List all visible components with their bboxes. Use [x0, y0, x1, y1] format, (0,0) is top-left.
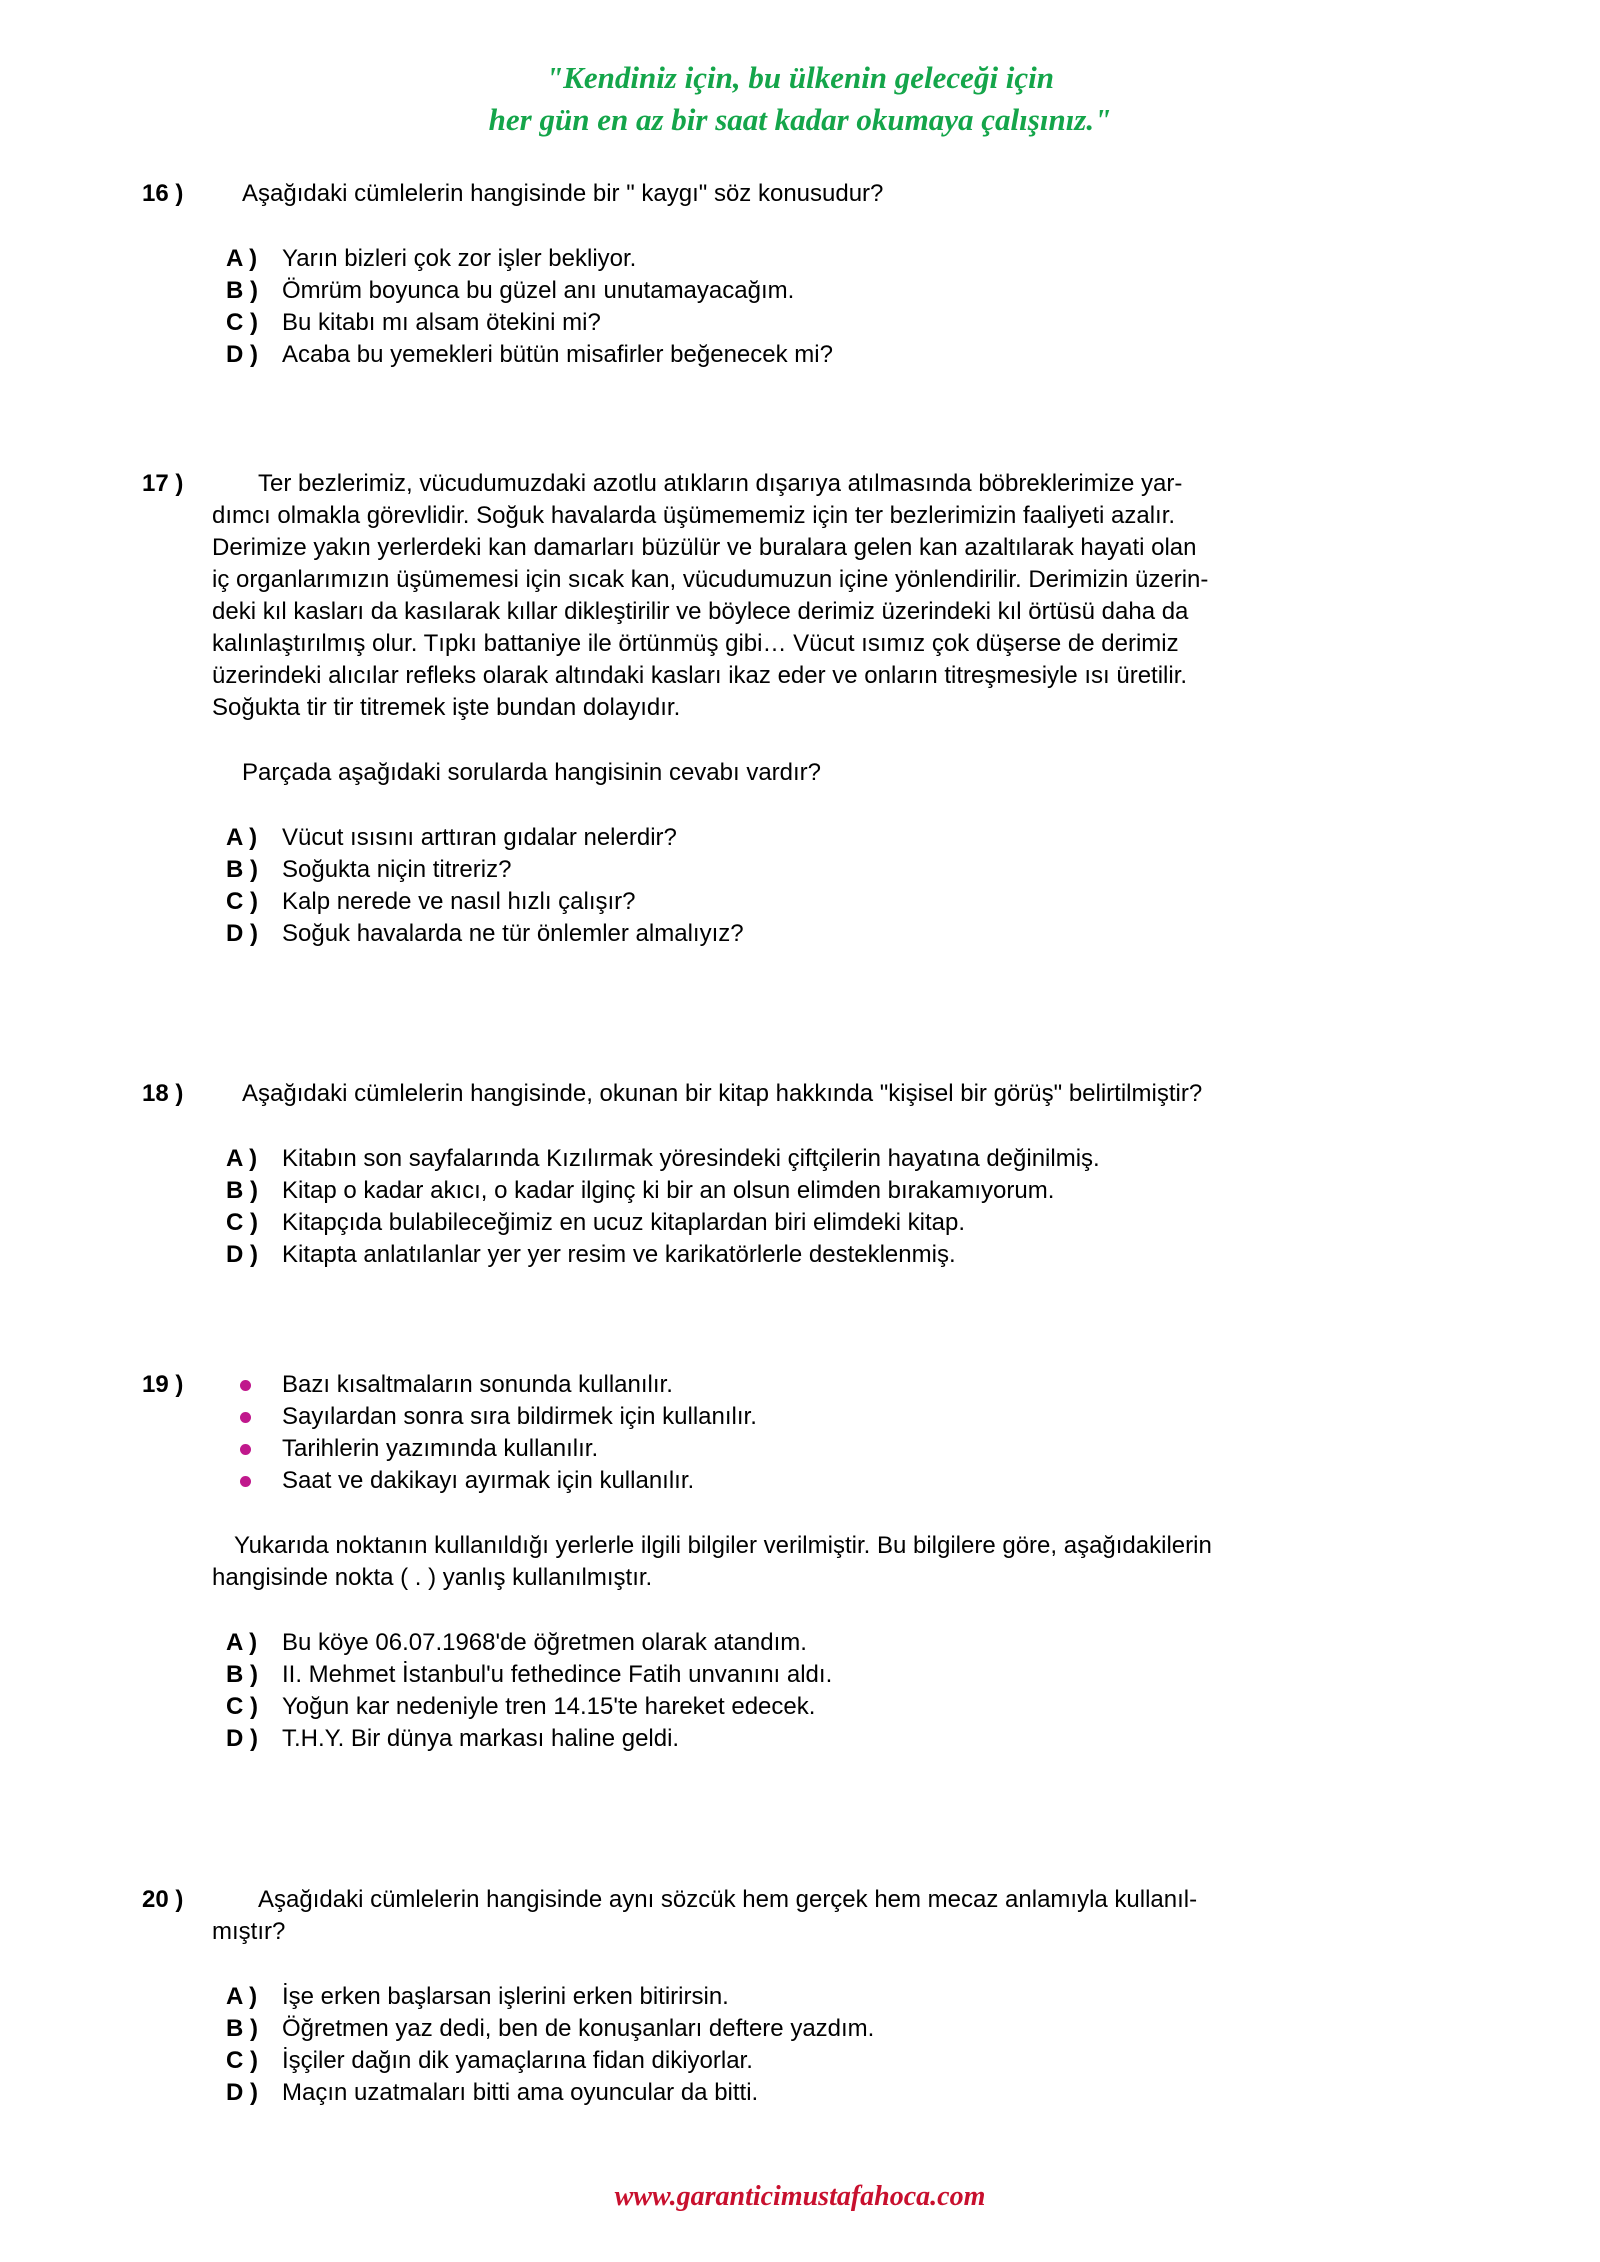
option-letter-d: D ) [226, 2079, 258, 2106]
header-motto-line-2: her gün en az bir saat kadar okumaya çalışınız." [488, 102, 1112, 137]
option-text-d: Kitapta anlatılanlar yer yer resim ve karikatörlerle desteklenmiş. [282, 1241, 956, 1268]
option-text-a: Kitabın son sayfalarında Kızılırmak yöresindeki çiftçilerin hayatına değinilmiş. [282, 1145, 1100, 1172]
bullet-text: Sayılardan sonra sıra bildirmek için kullanılır. [282, 1403, 757, 1430]
option-letter-a: A ) [226, 1145, 258, 1172]
question-number: 17 ) [142, 470, 184, 497]
option-letter-b: B ) [226, 277, 258, 304]
passage-line: iç organlarımızın üşümemesi için sıcak kan, vücudumuzun içine yönlendirilir. Derimizin üzerin- [212, 566, 1209, 593]
option-text-a: Bu köye 06.07.1968'de öğretmen olarak atandım. [282, 1629, 807, 1656]
bullet-dot [240, 1476, 251, 1487]
question-prompt: Parçada aşağıdaki sorularda hangisinin cevabı vardır? [242, 759, 822, 786]
passage-line: Derimize yakın yerlerdeki kan damarları büzülür ve buralara gelen kan azaltılarak hayati olan [212, 534, 1197, 561]
option-text-a: Yarın bizleri çok zor işler bekliyor. [282, 245, 637, 272]
option-letter-c: C ) [226, 309, 258, 336]
option-text-c: Yoğun kar nedeniyle tren 14.15'te hareket edecek. [282, 1693, 816, 1720]
option-text-c: İşçiler dağın dik yamaçlarına fidan dikiyorlar. [282, 2047, 753, 2074]
option-letter-b: B ) [226, 2015, 258, 2042]
bullet-dot [240, 1412, 251, 1423]
option-letter-d: D ) [226, 1725, 258, 1752]
option-letter-b: B ) [226, 1177, 258, 1204]
option-text-a: Vücut ısısını arttıran gıdalar nelerdir? [282, 824, 677, 851]
passage-line: Ter bezlerimiz, vücudumuzdaki azotlu atıkların dışarıya atılmasında böbreklerimize yar- [258, 470, 1183, 497]
option-letter-d: D ) [226, 341, 258, 368]
option-letter-d: D ) [226, 920, 258, 947]
option-text-b: Öğretmen yaz dedi, ben de konuşanları deftere yazdım. [282, 2015, 875, 2042]
option-text-b: Kitap o kadar akıcı, o kadar ilginç ki bir an olsun elimden bırakamıyorum. [282, 1177, 1055, 1204]
bullet-text: Bazı kısaltmaların sonunda kullanılır. [282, 1371, 673, 1398]
option-text-c: Bu kitabı mı alsam ötekini mi? [282, 309, 601, 336]
option-letter-a: A ) [226, 245, 258, 272]
option-letter-a: A ) [226, 1983, 258, 2010]
option-text-c: Kalp nerede ve nasıl hızlı çalışır? [282, 888, 636, 915]
option-letter-a: A ) [226, 1629, 258, 1656]
question-prompt: Yukarıda noktanın kullanıldığı yerlerle ilgili bilgiler verilmiştir. Bu bilgilere göre, aşağıdakilerin [234, 1532, 1212, 1559]
bullet-dot [240, 1380, 251, 1391]
question-stem: mıştır? [212, 1918, 286, 1945]
header-motto-line-1: "Kendiniz için, bu ülkenin geleceği için [545, 60, 1055, 95]
option-letter-b: B ) [226, 856, 258, 883]
question-stem: Aşağıdaki cümlelerin hangisinde, okunan bir kitap hakkında "kişisel bir görüş" belirtilmiştir? [242, 1080, 1203, 1107]
question-stem: Aşağıdaki cümlelerin hangisinde aynı sözcük hem gerçek hem mecaz anlamıyla kullanıl- [258, 1886, 1198, 1913]
passage-line: üzerindeki alıcılar refleks olarak altındaki kasları ikaz eder ve onların titreşmesiyle ısı üretilir. [212, 662, 1188, 689]
question-number: 19 ) [142, 1371, 184, 1398]
passage-line: deki kıl kasları da kasılarak kıllar dikleştirilir ve böylece derimiz üzerindeki kıl örtüsü daha da [212, 598, 1189, 625]
option-text-d: T.H.Y. Bir dünya markası haline geldi. [282, 1725, 680, 1752]
bullet-dot [240, 1444, 251, 1455]
question-prompt: hangisinde nokta ( . ) yanlış kullanılmıştır. [212, 1564, 653, 1591]
bullet-text: Tarihlerin yazımında kullanılır. [282, 1435, 599, 1462]
option-text-d: Maçın uzatmaları bitti ama oyuncular da bitti. [282, 2079, 759, 2106]
option-letter-c: C ) [226, 1209, 258, 1236]
option-letter-c: C ) [226, 2047, 258, 2074]
option-text-b: II. Mehmet İstanbul'u fethedince Fatih unvanını aldı. [282, 1661, 833, 1688]
passage-line: kalınlaştırılmış olur. Tıpkı battaniye ile örtünmüş gibi… Vücut ısımız çok düşerse de derimiz [212, 630, 1179, 657]
question-number: 18 ) [142, 1080, 184, 1107]
option-text-a: İşe erken başlarsan işlerini erken bitirirsin. [282, 1983, 729, 2010]
option-letter-c: C ) [226, 1693, 258, 1720]
passage-line: dımcı olmakla görevlidir. Soğuk havalarda üşümememiz için ter bezlerimizin faaliyeti azalır. [212, 502, 1176, 529]
footer-website-link[interactable]: www.garanticimustafahoca.com [614, 2181, 986, 2212]
option-letter-b: B ) [226, 1661, 258, 1688]
bullet-text: Saat ve dakikayı ayırmak için kullanılır. [282, 1467, 695, 1494]
option-text-b: Soğukta niçin titreriz? [282, 856, 512, 883]
question-number: 20 ) [142, 1886, 184, 1913]
question-number: 16 ) [142, 180, 184, 207]
passage-line: Soğukta tir tir titremek işte bundan dolayıdır. [212, 694, 681, 721]
option-letter-d: D ) [226, 1241, 258, 1268]
option-letter-c: C ) [226, 888, 258, 915]
option-text-d: Soğuk havalarda ne tür önlemler almalıyız? [282, 920, 744, 947]
option-text-d: Acaba bu yemekleri bütün misafirler beğenecek mi? [282, 341, 833, 368]
option-letter-a: A ) [226, 824, 258, 851]
option-text-b: Ömrüm boyunca bu güzel anı unutamayacağım. [282, 277, 795, 304]
option-text-c: Kitapçıda bulabileceğimiz en ucuz kitaplardan biri elimdeki kitap. [282, 1209, 966, 1236]
question-stem: Aşağıdaki cümlelerin hangisinde bir " kaygı" söz konusudur? [242, 180, 884, 207]
